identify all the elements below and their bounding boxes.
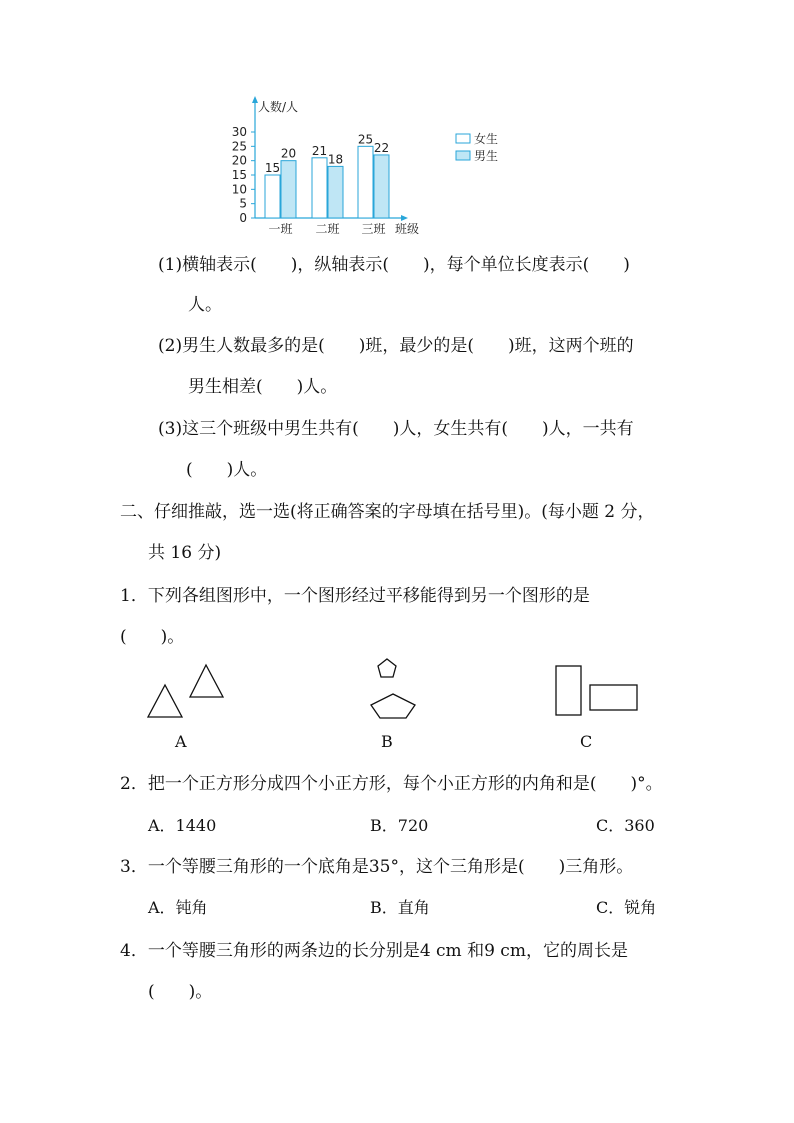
question-4-stem: 4．一个等腰三角形的两条边的长分别是4 cm 和9 cm，它的周长是 (120, 941, 628, 961)
y-tick-label: 10 (231, 182, 247, 197)
y-tick-label: 15 (231, 168, 247, 182)
q1-part1-line1: (1)横轴表示( )，纵轴表示( )，每个单位长度表示( ) (158, 255, 630, 275)
legend-label: 男生 (474, 149, 499, 163)
q1-part1-line2: 人。 (188, 295, 222, 315)
bar-女生 (265, 175, 280, 218)
q1-part3-line1: (3)这三个班级中男生共有( )人，女生共有( )人，一共有 (158, 419, 634, 439)
bar-男生 (328, 166, 343, 218)
q1-part3-line2: ( )人。 (186, 460, 268, 480)
x-axis-title: 班级 (395, 222, 420, 236)
legend-swatch-男生 (456, 151, 470, 160)
chart-bars (265, 132, 389, 236)
x-axis-arrow (401, 215, 408, 221)
question-1-option-a: A (175, 732, 187, 751)
q1-part2-line1: (2)男生人数最多的是( )班，最少的是( )班，这两个班的 (158, 336, 634, 356)
chart-legend (456, 131, 498, 163)
question-3-option-a: A．钝角 (148, 898, 208, 917)
question-1-blank: ( )。 (120, 627, 185, 647)
question-1-figures (0, 655, 794, 735)
triangle-small (190, 665, 223, 697)
bar-value-label: 25 (357, 132, 374, 147)
y-tick-label: 20 (231, 153, 247, 168)
bar-value-label: 21 (311, 143, 328, 158)
y-tick-label: 5 (239, 196, 247, 211)
question-1-option-b: B (381, 732, 393, 751)
question-2-option-c: C．360 (596, 816, 655, 835)
y-axis-title: 人数/人 (258, 100, 299, 114)
triangle-large (148, 685, 182, 717)
bar-男生 (281, 161, 296, 218)
bar-女生 (358, 146, 373, 218)
section2-heading-line2: 共 16 分) (148, 543, 222, 563)
x-tick-label: 三班 (361, 222, 386, 236)
question-3-option-c: C．锐角 (596, 898, 657, 917)
question-1-option-c: C (580, 732, 593, 751)
bar-value-label: 18 (327, 152, 344, 167)
section2-heading-line1: 二、仔细推敲，选一选(将正确答案的字母填在括号里)。(每小题 2 分， (120, 502, 655, 522)
bar-value-label: 20 (280, 146, 297, 161)
legend-label: 女生 (474, 132, 499, 146)
y-tick-label: 0 (239, 211, 247, 225)
question-3-stem: 3．一个等腰三角形的一个底角是35°，这个三角形是( )三角形。 (120, 857, 634, 877)
legend-swatch-女生 (456, 134, 470, 143)
y-tick-label: 30 (231, 125, 247, 139)
rectangle-horizontal (590, 685, 637, 710)
y-tick-label: 25 (231, 139, 247, 154)
rectangle-vertical (556, 666, 581, 715)
question-2-option-a: A．1440 (148, 816, 217, 835)
question-4-blank: ( )。 (148, 982, 213, 1002)
q1-part2-line2: 男生相差( )人。 (188, 377, 338, 397)
bar-chart (0, 0, 794, 245)
question-1-stem: 1．下列各组图形中，一个图形经过平移能得到另一个图形的是 (120, 586, 590, 606)
bar-value-label: 15 (264, 161, 281, 175)
x-tick-label: 一班 (268, 222, 293, 236)
bar-女生 (312, 158, 327, 218)
x-tick-label: 二班 (315, 222, 340, 236)
question-2-stem: 2．把一个正方形分成四个小正方形，每个小正方形的内角和是( )°。 (120, 774, 663, 794)
question-2-option-b: B．720 (370, 816, 429, 835)
question-3-option-b: B．直角 (370, 898, 430, 917)
bar-value-label: 22 (373, 140, 390, 155)
pentagon-large (371, 694, 415, 718)
pentagon-small (378, 659, 396, 677)
bar-男生 (374, 155, 389, 218)
